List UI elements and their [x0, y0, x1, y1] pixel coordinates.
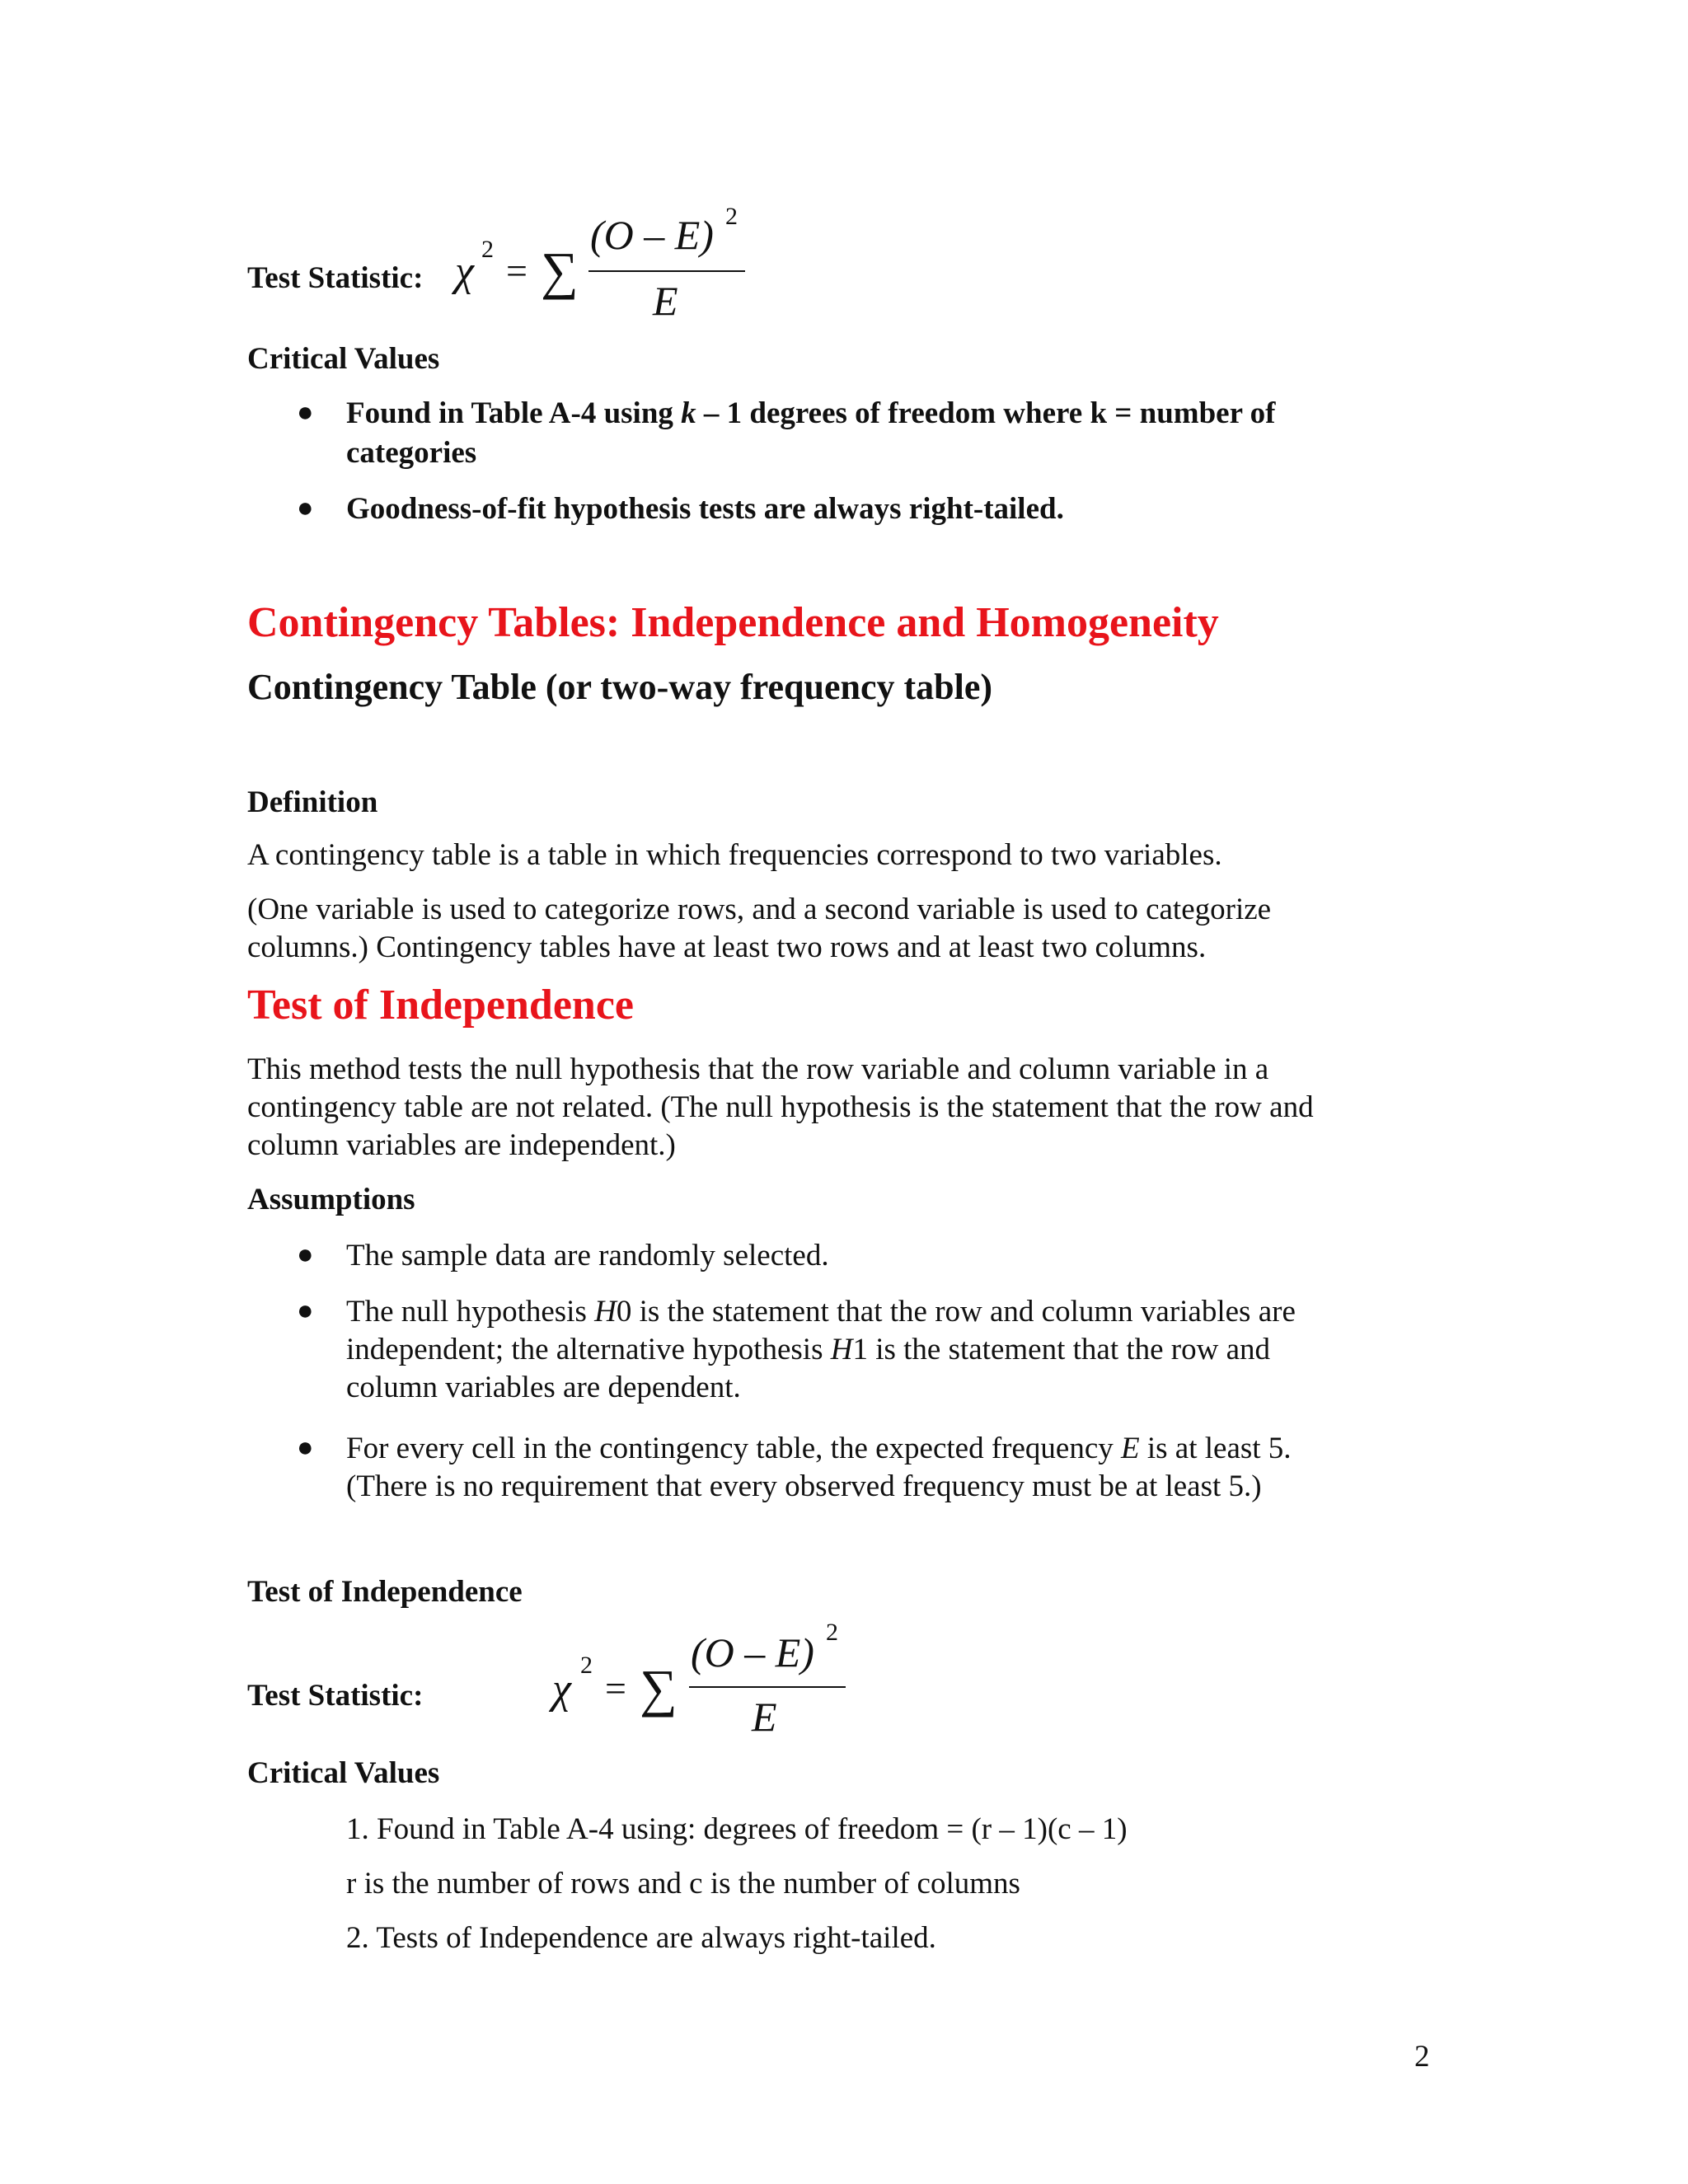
page-number: 2 — [1414, 2040, 1430, 2074]
bullet-icon: ● — [297, 1432, 314, 1463]
assumption-1: The sample data are randomly selected. — [346, 1239, 829, 1272]
bullet-icon: ● — [297, 1240, 314, 1270]
subheading-contingency-table: Contingency Table (or two-way frequency table) — [247, 667, 993, 707]
definition-line-2: (One variable is used to categorize rows, and a second variable is used to categorize — [247, 893, 1272, 926]
chi-symbol-2: χ — [552, 1666, 571, 1713]
critical-item-1: 1. Found in Table A-4 using: degrees of freedom = (r – 1)(c – 1) — [346, 1812, 1128, 1846]
test-of-independence-label: Test of Independence — [247, 1575, 523, 1609]
bullet-icon: ● — [297, 397, 314, 428]
independence-line-2: contingency table are not related. (The null hypothesis is the statement that the row and — [247, 1090, 1314, 1124]
critical-values-heading: Critical Values — [247, 342, 440, 376]
fraction-bar — [588, 270, 745, 272]
definition-line-3: columns.) Contingency tables have at least two rows and at least two columns. — [247, 930, 1207, 964]
sigma-symbol: ∑ — [541, 241, 579, 300]
chi-exponent: 2 — [481, 236, 494, 263]
assumptions-label: Assumptions — [247, 1183, 415, 1216]
assumption-2-line-2: independent; the alternative hypothesis H1 is the statement that the row and — [346, 1333, 1271, 1366]
assumption-3-line-1: For every cell in the contingency table, the expected frequency E is at least 5. — [346, 1432, 1292, 1465]
critical-item-2: 2. Tests of Independence are always right-tailed. — [346, 1921, 936, 1955]
assumption-2-line-1: The null hypothesis H0 is the statement that the row and column variables are — [346, 1295, 1296, 1329]
independence-line-3: column variables are independent.) — [247, 1128, 676, 1162]
critical-bullet-1-line2: categories — [346, 436, 477, 470]
fraction-bar-2 — [689, 1686, 846, 1688]
numerator: (O – E) — [590, 212, 714, 258]
bullet-icon: ● — [297, 493, 314, 523]
critical-item-1-note: r is the number of rows and c is the number of columns — [346, 1867, 1020, 1900]
equals-sign: = — [506, 250, 528, 292]
critical-bullet-2: Goodness-of-fit hypothesis tests are always right-tailed. — [346, 492, 1064, 526]
test-statistic-label-2: Test Statistic: — [247, 1679, 424, 1713]
assumption-3-line-2: (There is no requirement that every observed frequency must be at least 5.) — [346, 1469, 1262, 1503]
denominator-2: E — [752, 1694, 777, 1740]
definition-label: Definition — [247, 785, 378, 819]
bullet-icon: ● — [297, 1296, 314, 1326]
denominator: E — [653, 278, 678, 324]
sigma-symbol-2: ∑ — [640, 1659, 678, 1718]
test-statistic-label: Test Statistic: — [247, 261, 424, 295]
section-heading-contingency: Contingency Tables: Independence and Homogeneity — [247, 599, 1219, 646]
chi-exponent-2: 2 — [580, 1652, 593, 1679]
numerator-exponent: 2 — [725, 203, 738, 230]
numerator-exponent-2: 2 — [826, 1619, 838, 1646]
critical-bullet-1: Found in Table A-4 using k – 1 degrees of freedom where k = number of — [346, 396, 1276, 430]
chi-symbol: χ — [455, 248, 474, 295]
assumption-2-line-3: column variables are dependent. — [346, 1371, 741, 1404]
numerator-2: (O – E) — [691, 1629, 814, 1675]
critical-values-heading-2: Critical Values — [247, 1756, 440, 1790]
section-heading-independence: Test of Independence — [247, 982, 635, 1029]
definition-line-1: A contingency table is a table in which frequencies correspond to two variables. — [247, 838, 1222, 872]
independence-line-1: This method tests the null hypothesis that the row variable and column variable in a — [247, 1052, 1269, 1086]
equals-sign-2: = — [605, 1667, 626, 1709]
